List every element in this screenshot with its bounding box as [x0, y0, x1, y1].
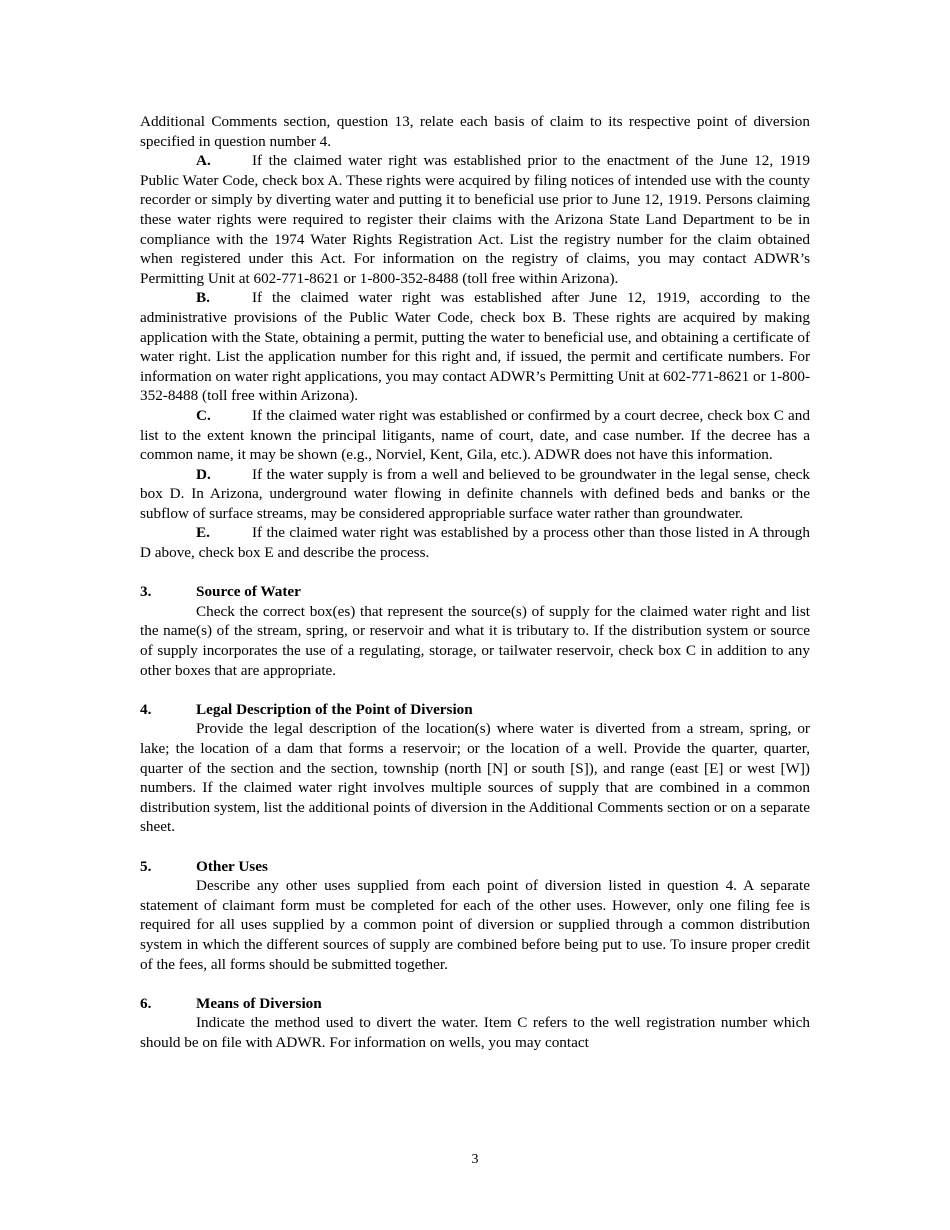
section-4-text: Provide the legal description of the location(s) where water is diverted from a stream, spring, or lake; the location of a dam that forms a reservoir; or the location of a well. Provide the quarter, quarter, quarter of the section and the section, township (north [N] or south [S]), and range (east [E] or west [W]) numbers. If the claimed water right involves multiple sources of supply that are combined in a common distribution system, list the additional points of diversion in the Additional Comments section or on a separate sheet. [140, 720, 810, 836]
section-3-heading [140, 582, 810, 602]
section-6-number: 6. [140, 994, 152, 1012]
item-e-letter: E. [196, 524, 210, 542]
section-6-text: Indicate the method used to divert the water. Item C refers to the well registration number which should be on file with ADWR. For information on wells, you may contact [140, 1014, 810, 1051]
section-6-title: Means of Diversion [196, 994, 322, 1012]
section-3-title: Source of Water [196, 583, 301, 601]
item-a-letter: A. [196, 152, 211, 170]
section-4-heading [140, 700, 810, 720]
item-c [140, 406, 810, 465]
section-4-title: Legal Description of the Point of Diversion [196, 700, 473, 718]
item-b-letter: B. [196, 289, 210, 307]
section-5-text: Describe any other uses supplied from each point of diversion listed in question 4. A separate statement of claimant form must be completed for each of the other uses. However, only one filing fee is required for all uses supplied by a common point of diversion or supplied through a common distribution system in which the different sources of supply are combined before being put to use. To insure proper credit of the fees, all forms should be submitted together. [140, 877, 810, 973]
intro-paragraph: Additional Comments section, question 13, relate each basis of claim to its respective point of diversion specified in question number 4. [140, 113, 810, 150]
item-b [140, 288, 810, 406]
item-d [140, 465, 810, 524]
section-4-number: 4. [140, 700, 152, 718]
section-5-number: 5. [140, 857, 152, 875]
page-number: 3 [471, 1152, 479, 1167]
section-6-heading [140, 994, 810, 1014]
item-c-text: If the claimed water right was established or confirmed by a court decree, check box C and list to the extent known the principal litigants, name of court, date, and case number. If the decree has a common name, it may be shown (e.g., Norviel, Kent, Gila, etc.). ADWR does not have this information. [140, 406, 810, 464]
item-d-letter: D. [196, 465, 211, 483]
section-5-title: Other Uses [196, 857, 268, 875]
section-3-text: Check the correct box(es) that represent the source(s) of supply for the claimed water right and list the name(s) of the stream, spring, or reservoir and what it is tributary to. If the distribution system or source of supply incorporates the use of a regulating, storage, or tailwater reservoir, check box C in addition to any other boxes that are appropriate. [140, 602, 810, 679]
item-a [140, 151, 810, 288]
item-c-letter: C. [196, 406, 211, 424]
item-e [140, 523, 810, 562]
item-e-text: If the claimed water right was established by a process other than those listed in A through D above, check box E and describe the process. [140, 524, 810, 562]
item-d-text: If the water supply is from a well and believed to be groundwater in the legal sense, check box D. In Arizona, underground water flowing in definite channels with defined beds and banks or the subflow of surface streams, may be considered appropriable surface water rather than groundwater. [140, 465, 810, 522]
section-5-heading [140, 857, 810, 877]
item-a-text: If the claimed water right was established prior to the enactment of the June 12, 1919 Public Water Code, check box A. These rights were acquired by filing notices of intended use with the county recorder or simply by diverting water and putting it to beneficial use prior to June 12, 1919. Persons claiming these water rights were required to register their claims with the Arizona State Land Department to be in compliance with the 1974 Water Rights Registration Act. List the registry number for the claim obtained when registered under this Act. For information on the registry of claims, you may contact ADWR’s Permitting Unit at 602-771-8621 or 1-800-352-8488 (toll free within Arizona). [140, 152, 810, 287]
section-3-number: 3. [140, 583, 152, 601]
document-body [140, 112, 810, 1053]
item-b-text: If the claimed water right was established after June 12, 1919, according to the administrative provisions of the Public Water Code, check box B. These rights are acquired by making application with the State, obtaining a permit, putting the water to beneficial use, and obtaining a certificate of water right. List the application number for this right and, if issued, the permit and certificate numbers. For information on water right applications, you may contact ADWR’s Permitting Unit at 602-771-8621 or 1-800-352-8488 (toll free within Arizona). [140, 289, 810, 405]
